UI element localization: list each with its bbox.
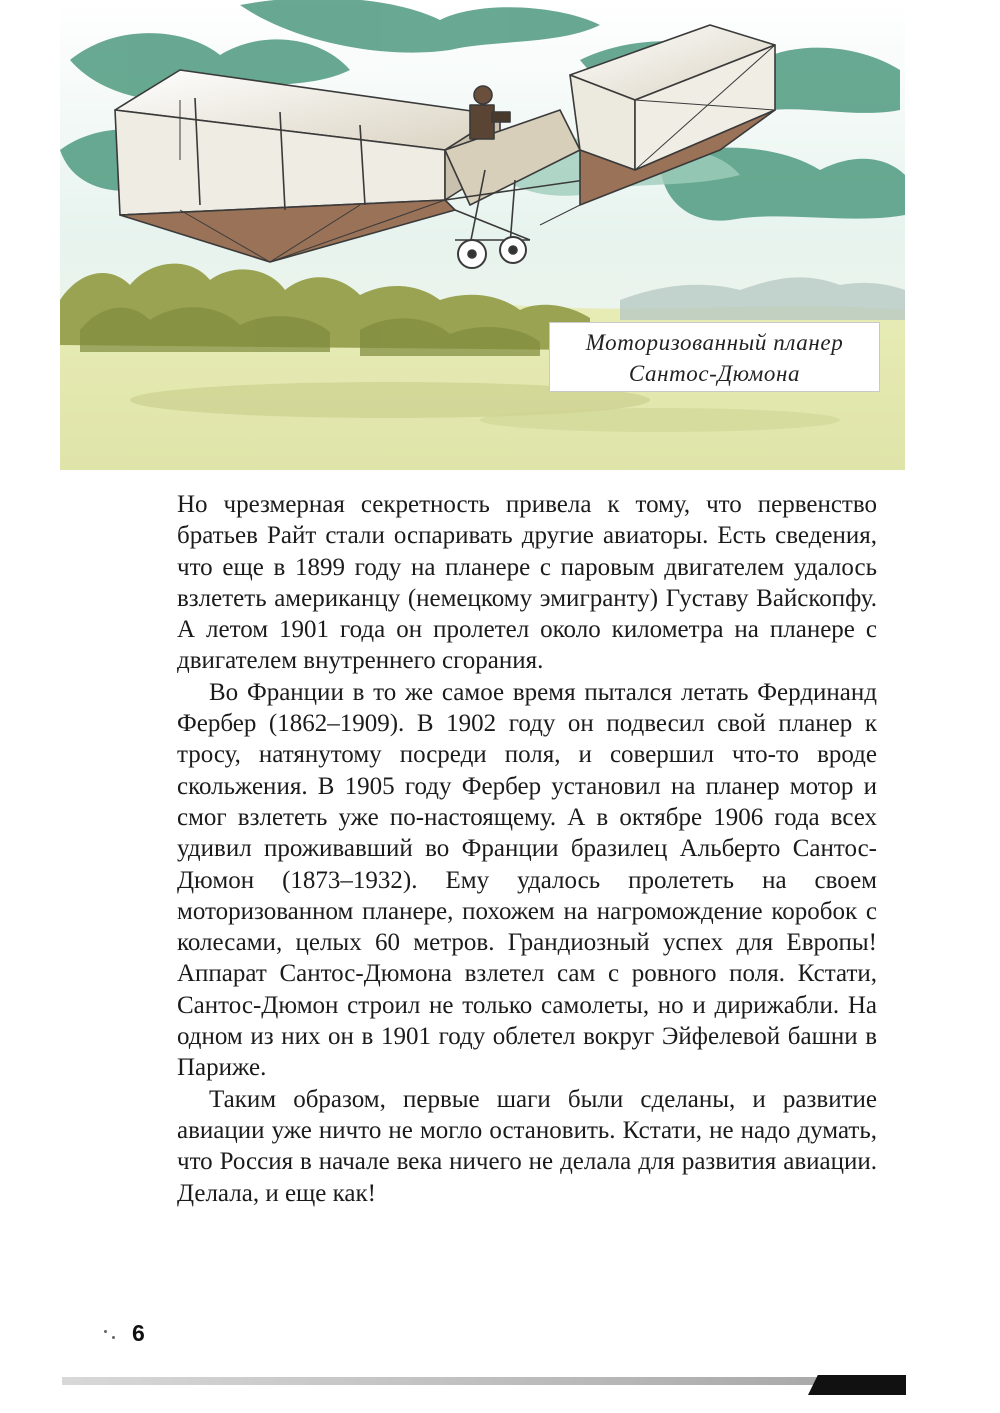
decor-dot bbox=[112, 1336, 115, 1339]
paragraph-1: Но чрезмерная секретность привела к тому, что первенство братьев Райт стали оспаривать другие авиаторы. Есть сведения, что еще в 1899 году на планере с паровым двигателем удалось взлететь американцу (немецкому эмигранту) Густаву Вайскопфу. А летом 1901 года он пролетел около километра на планере с двигателем внутреннего сгорания. bbox=[177, 491, 877, 675]
paragraph-3: Таким образом, первые шаги были сделаны, и развитие авиации уже ничто не могло остановить. Кстати, не надо думать, что Россия в начале века ничего не делала для развития авиации. Делала, и еще как! bbox=[177, 1085, 877, 1207]
caption-line-2: Сантос-Дюмона bbox=[628, 361, 801, 386]
paragraph-2: Во Франции в то же самое время пытался летать Фердинанд Фербер (1862–1909). В 1902 году он подвесил свой планер к тросу, натянутому посреди поля, и совершил что-то вроде скольжения. В 1905 году Фербер установил на планер мотор и смог взлететь уже по-настоящему. А в октябре 1906 года всех удивил проживавший во Франции бразилец Альберто Сантос-Дюмон (1873–1932). Ему удалось пролететь на своем моторизованном планере, похожем на нагромождение коробок с колесами, целых 60 метров. Грандиозный успех для Европы! Аппарат Сантос-Дюмона взлетел сам с ровного поля. Кстати, Сантос-Дюмон строил не только самолеты, но и дирижабли. На одном из них он в 1901 году облетел вокруг Эйфелевой башни в Париже. bbox=[177, 678, 877, 1082]
figure-caption bbox=[549, 322, 880, 392]
glider-illustration-icon bbox=[60, 0, 905, 470]
decor-dot bbox=[104, 1330, 107, 1333]
body-text bbox=[177, 489, 877, 1209]
caption-line-1: Моторизованный планер bbox=[585, 330, 844, 355]
glider-illustration bbox=[60, 0, 905, 470]
footer-tab bbox=[808, 1375, 906, 1395]
footer-rule bbox=[62, 1377, 822, 1385]
page-number: 6 bbox=[132, 1320, 145, 1346]
